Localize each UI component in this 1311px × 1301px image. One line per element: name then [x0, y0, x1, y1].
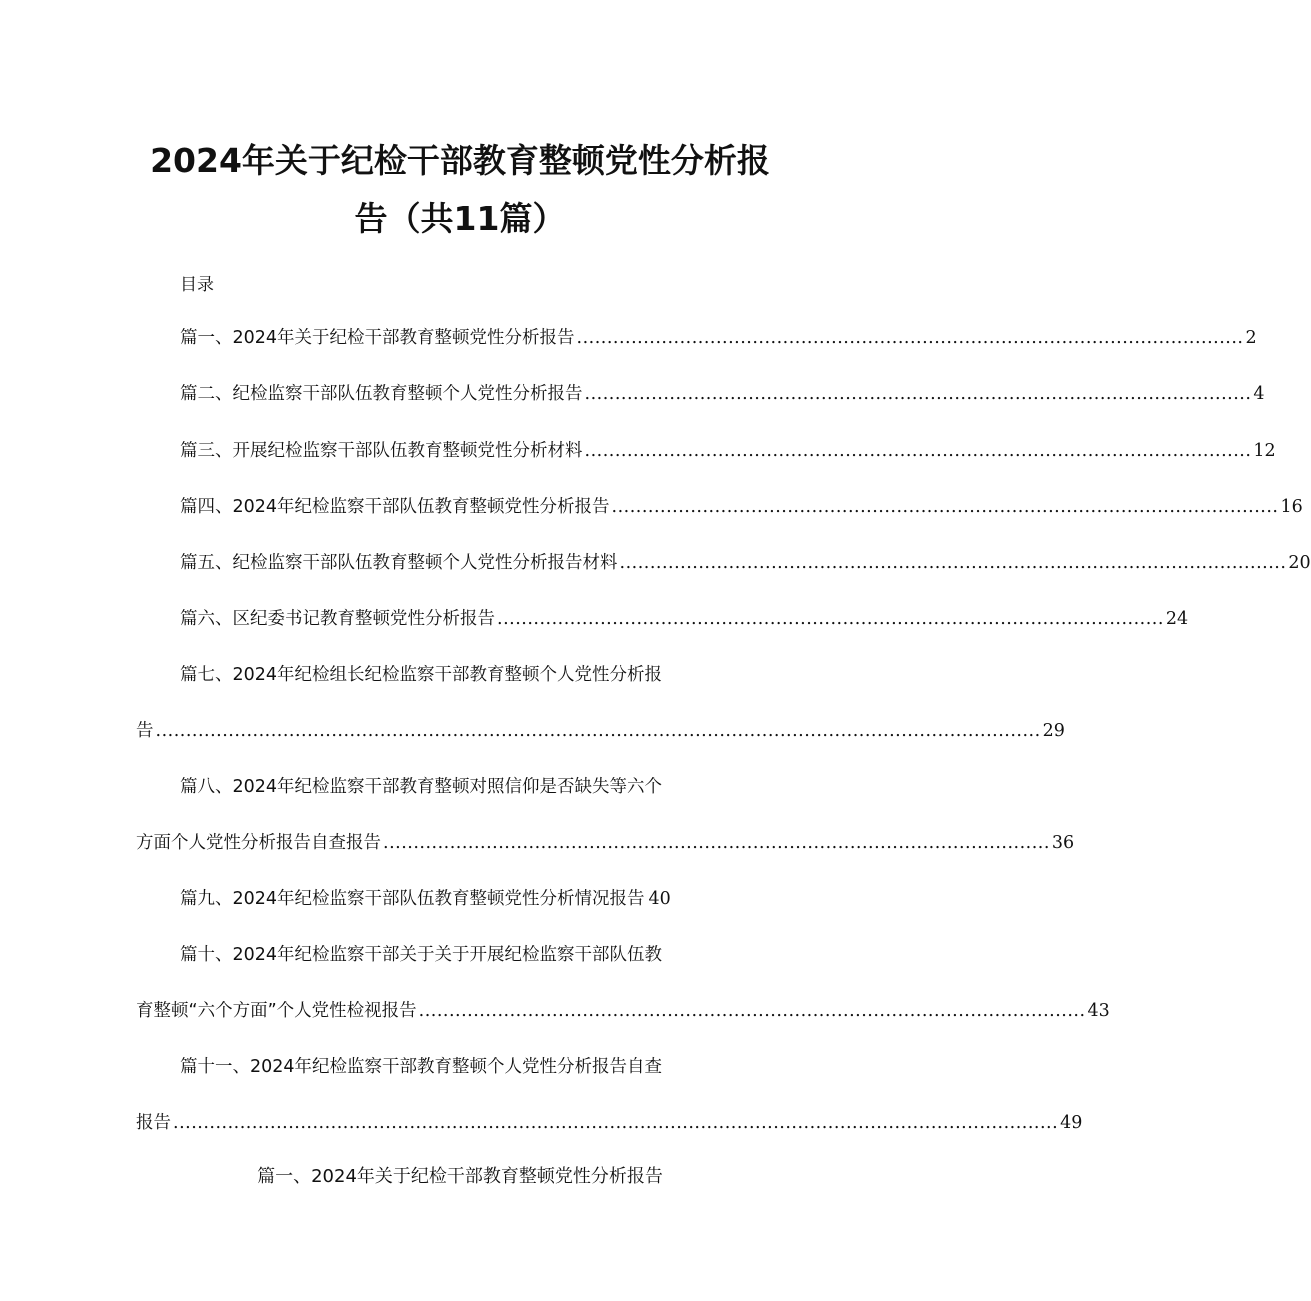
toc-entry-10-continued[interactable] — [136, 997, 1110, 1022]
toc-entry-text: 篇五、纪检监察干部队伍教育整顿个人党性分析报告材料 — [180, 553, 618, 573]
toc-leader-dots: .............................................................................................................. — [584, 384, 1252, 404]
toc-page-number: 12 — [1253, 441, 1276, 461]
toc-entry-4[interactable] — [180, 493, 1303, 518]
toc-entry-text: 篇三、开展纪检监察干部队伍教育整顿党性分析材料 — [180, 441, 583, 461]
toc-entry-8-continued[interactable] — [136, 829, 1075, 854]
toc-entry-text: 育整顿“六个方面”个人党性检视报告 — [136, 1001, 417, 1021]
toc-page-number: 16 — [1280, 497, 1303, 517]
toc-entry-8[interactable]: 篇八、2024年纪检监察干部教育整顿对照信仰是否缺失等六个 — [180, 777, 663, 797]
toc-leader-dots: .............................................................................................................. — [619, 553, 1287, 573]
document-title — [130, 132, 790, 248]
toc-entry-10[interactable]: 篇十、2024年纪检监察干部关于关于开展纪检监察干部队伍教 — [180, 945, 663, 965]
toc-entry-text: 篇二、纪检监察干部队伍教育整顿个人党性分析报告 — [180, 384, 583, 404]
toc-page-number: 24 — [1165, 609, 1189, 629]
toc-leader-dots: .............................................................................................................. — [611, 497, 1279, 517]
toc-entry-5[interactable] — [180, 549, 1311, 574]
toc-entry-1[interactable] — [180, 324, 1257, 349]
toc-entry-7-continued[interactable] — [136, 717, 1065, 742]
toc-entry-text: 篇一、2024年关于纪检干部教育整顿党性分析报告 — [180, 328, 575, 348]
toc-leader-dots: .............................................................................................................. — [383, 833, 1050, 853]
toc-entry-text: 方面个人党性分析报告自查报告 — [136, 833, 381, 853]
toc-leader-dots: .............................................................................................................. — [418, 1001, 1086, 1021]
toc-page-number: 4 — [1253, 384, 1265, 404]
toc-entry-text: 报告 — [136, 1113, 171, 1133]
title-line-2: 告（共11篇） — [354, 199, 566, 238]
toc-page-number: 29 — [1042, 721, 1065, 741]
toc-entry-9[interactable] — [180, 885, 671, 910]
toc-leader-dots: .............................................................................................................. — [497, 609, 1164, 629]
toc-page-number: 43 — [1087, 1001, 1110, 1021]
title-line-1: 2024年关于纪检干部教育整顿党性分析报 — [150, 141, 770, 180]
toc-entry-11-continued[interactable] — [136, 1109, 1083, 1134]
toc-entry-text: 篇六、区纪委书记教育整顿党性分析报告 — [180, 609, 495, 629]
toc-entry-3[interactable] — [180, 437, 1276, 462]
toc-entry-2[interactable] — [180, 380, 1265, 405]
toc-entry-11[interactable]: 篇十一、2024年纪检监察干部教育整顿个人党性分析报告自查 — [180, 1057, 663, 1077]
toc-leader-dots: .............................................................................................................. — [576, 328, 1244, 348]
toc-leader-dots: .............................................................................................................. — [584, 441, 1252, 461]
toc-entry-text: 告 — [136, 721, 154, 741]
toc-entry-text: 篇四、2024年纪检监察干部队伍教育整顿党性分析报告 — [180, 497, 610, 517]
toc-page-number: 40 — [648, 889, 671, 909]
toc-entry-text: 篇九、2024年纪检监察干部队伍教育整顿党性分析情况报告 — [180, 889, 645, 909]
toc-page-number: 20 — [1288, 553, 1311, 573]
section-heading: 篇一、2024年关于纪检干部教育整顿党性分析报告 — [257, 1166, 663, 1187]
toc-leader-dots: .................................................................................................................................................. — [173, 1113, 1059, 1133]
toc-page-number: 36 — [1051, 833, 1075, 853]
toc-label: 目录 — [180, 275, 214, 295]
toc-leader-dots: .................................................................................................................................................. — [155, 721, 1041, 741]
toc-entry-7[interactable]: 篇七、2024年纪检组长纪检监察干部教育整顿个人党性分析报 — [180, 665, 663, 685]
toc-page-number: 49 — [1060, 1113, 1083, 1133]
toc-entry-6[interactable] — [180, 605, 1189, 630]
toc-page-number: 2 — [1245, 328, 1257, 348]
